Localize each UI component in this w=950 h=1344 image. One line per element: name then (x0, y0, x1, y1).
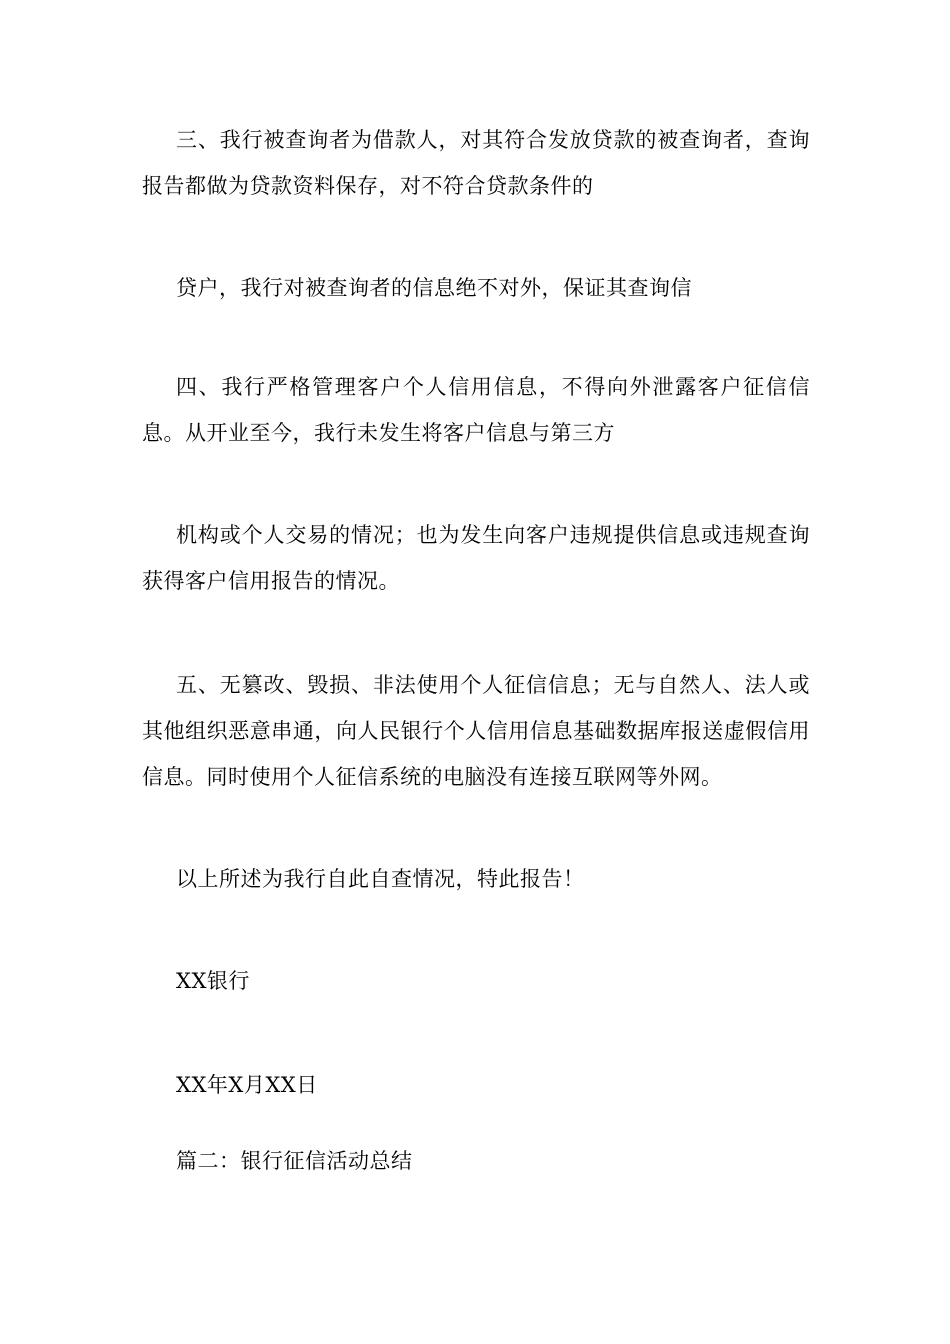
section-heading-part-two: 篇二：银行征信活动总结 (176, 1149, 413, 1173)
paragraph-section-five: 五、无篡改、毁损、非法使用个人征信信息；无与自然人、法人或其他组织恶意串通，向人民银行个人信用信息基础数据库报送虚假信用信息。同时使用个人征信系统的电脑没有连接互联网等外网。 (142, 673, 810, 789)
paragraph-borrower-privacy: 贷户，我行对被查询者的信息绝不对外，保证其查询信 (176, 276, 692, 300)
paragraph-conclusion: 以上所述为我行自此自查情况，特此报告！ (176, 867, 585, 891)
signature-date: XX年X月XX日 (176, 1073, 318, 1097)
paragraph-section-four: 四、我行严格管理客户个人信用信息，不得向外泄露客户征信信息。从开业至今，我行未发生将客户信息与第三方 (142, 375, 810, 445)
paragraph-section-three: 三、我行被查询者为借款人，对其符合发放贷款的被查询者，查询报告都做为贷款资料保存，对不符合贷款条件的 (142, 128, 810, 198)
paragraph-no-trade: 机构或个人交易的情况；也为发生向客户违规提供信息或违规查询获得客户信用报告的情况。 (142, 523, 810, 593)
signature-bank-name: XX银行 (176, 969, 250, 993)
